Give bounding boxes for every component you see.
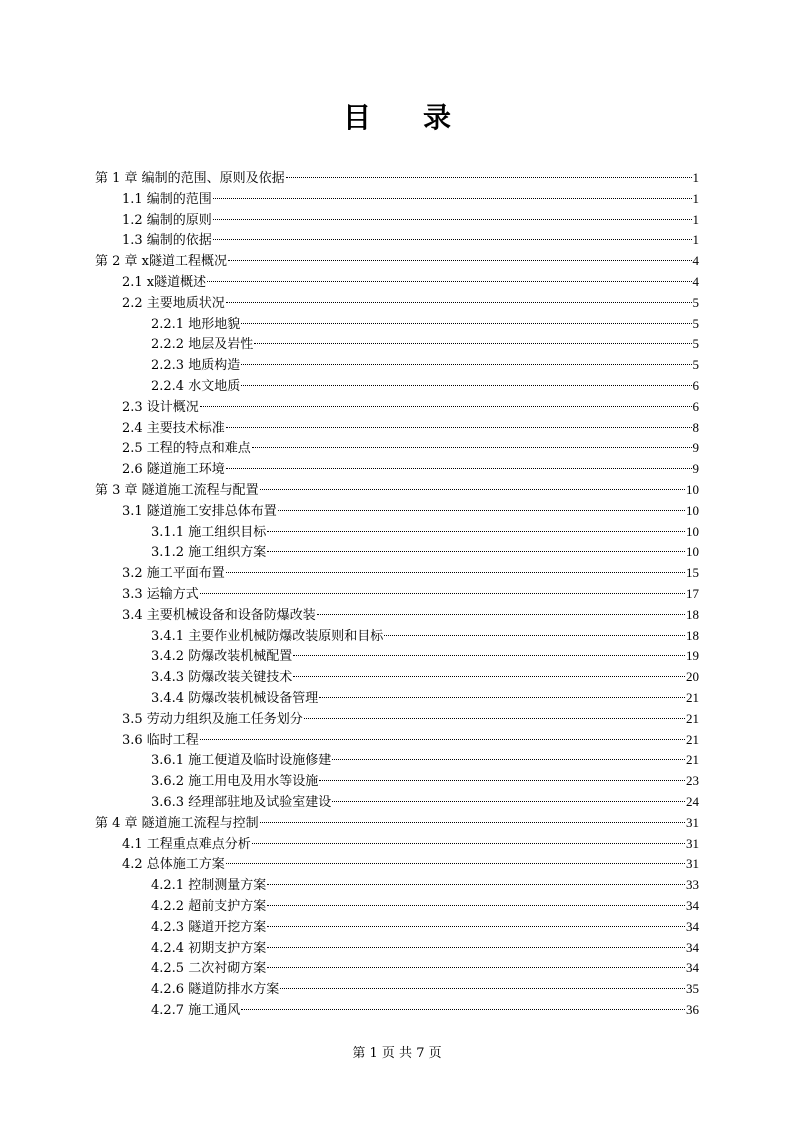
- toc-entry-label: 2.2.1 地形地貌: [151, 316, 241, 332]
- toc-entry[interactable]: [95, 251, 699, 271]
- toc-entry-label: 1.1 编制的范围: [122, 191, 212, 207]
- toc-entry[interactable]: [151, 979, 699, 999]
- toc-entry-page-number: 21: [686, 710, 699, 726]
- toc-entry-page-number: 34: [686, 918, 699, 934]
- toc-entry[interactable]: [122, 438, 699, 458]
- toc-entry[interactable]: [122, 584, 699, 604]
- toc-entry-label: 3.2 施工平面布置: [122, 566, 225, 582]
- toc-entry-label: 第 2 章 x隧道工程概况: [95, 254, 227, 270]
- toc-entry-label: 3.6 临时工程: [122, 732, 199, 748]
- toc-entry-label: 2.2.2 地层及岩性: [151, 337, 254, 353]
- dot-leader: [317, 614, 685, 615]
- title-char-2: 录: [423, 101, 452, 134]
- toc-entry-label: 3.1 隧道施工安排总体布置: [122, 503, 277, 519]
- toc-entry-page-number: 31: [686, 856, 699, 872]
- dot-leader: [267, 967, 685, 968]
- toc-entry[interactable]: [151, 667, 699, 687]
- toc-entry-page-number: 4: [692, 274, 699, 289]
- dot-leader: [267, 947, 685, 948]
- toc-entry-page-number: 10: [686, 502, 699, 518]
- toc-entry[interactable]: [122, 230, 699, 250]
- dot-leader: [254, 343, 691, 344]
- dot-leader: [293, 655, 685, 656]
- toc-entry-label: 3.5 劳动力组织及施工任务划分: [122, 711, 303, 727]
- toc-entry-page-number: 5: [692, 294, 699, 310]
- toc-entry-page-number: 10: [686, 523, 699, 539]
- toc-entry[interactable]: [151, 334, 699, 354]
- toc-entry-label: 3.1.2 施工组织方案: [151, 545, 267, 561]
- toc-entry[interactable]: [122, 709, 699, 729]
- toc-entry[interactable]: [151, 522, 699, 542]
- toc-entry-page-number: 1: [692, 170, 699, 185]
- toc-entry-label: 3.4.3 防爆改装关键技术: [151, 670, 293, 686]
- toc-entry-page-number: 10: [686, 544, 699, 560]
- dot-leader: [267, 551, 685, 552]
- toc-entry[interactable]: [95, 813, 699, 833]
- dot-leader: [332, 759, 685, 760]
- toc-entry-page-number: 31: [686, 814, 699, 830]
- toc-entry[interactable]: [122, 501, 699, 521]
- toc-entry-label: 4.2 总体施工方案: [122, 857, 225, 873]
- toc-entry-label: 1.3 编制的依据: [122, 233, 212, 249]
- toc-entry-page-number: 31: [686, 835, 699, 851]
- toc-entry-page-number: 24: [686, 794, 699, 809]
- toc-entry[interactable]: [151, 542, 699, 562]
- dot-leader: [319, 780, 685, 781]
- toc-entry-label: 4.2.5 二次衬砌方案: [151, 961, 267, 977]
- dot-leader: [267, 531, 685, 532]
- toc-entry[interactable]: [151, 1000, 699, 1020]
- toc-entry-label: 4.2.3 隧道开挖方案: [151, 919, 267, 935]
- toc-entry-label: 2.3 设计概况: [122, 399, 199, 415]
- toc-entry[interactable]: [151, 875, 699, 895]
- dot-leader: [286, 177, 692, 178]
- dot-leader: [213, 239, 692, 240]
- toc-entry-page-number: 10: [686, 482, 699, 497]
- toc-entry[interactable]: [151, 917, 699, 937]
- dot-leader: [200, 406, 692, 407]
- toc-entry[interactable]: [151, 958, 699, 978]
- toc-entry[interactable]: [122, 854, 699, 874]
- dot-leader: [384, 635, 685, 636]
- toc-entry-label: 2.4 主要技术标准: [122, 420, 225, 436]
- toc-entry-page-number: 8: [692, 419, 699, 435]
- toc-entry-label: 第 3 章 隧道施工流程与配置: [95, 483, 259, 498]
- toc-entry-label: 4.2.2 超前支护方案: [151, 899, 267, 914]
- toc-entry-label: 4.2.7 施工通风: [151, 1003, 241, 1018]
- toc-entry[interactable]: [151, 792, 699, 812]
- toc-entry-label: 3.4.4 防爆改装机械设备管理: [151, 691, 319, 706]
- toc-entry[interactable]: [122, 210, 699, 230]
- toc-entry-label: 3.6.1 施工便道及临时设施修建: [151, 753, 332, 769]
- toc-entry-page-number: 5: [692, 336, 699, 352]
- toc-entry-label: 第 1 章 编制的范围、原则及依据: [95, 171, 285, 186]
- toc-entry-label: 2.2.4 水文地质: [151, 379, 241, 394]
- toc-entry-page-number: 5: [692, 315, 699, 331]
- toc-entry-label: 3.1.1 施工组织目标: [151, 524, 267, 540]
- dot-leader: [319, 697, 685, 698]
- toc-entry[interactable]: [151, 938, 699, 958]
- toc-entry[interactable]: [122, 397, 699, 417]
- toc-entry-label: 第 4 章 隧道施工流程与控制: [95, 815, 259, 831]
- dot-leader: [226, 468, 692, 469]
- dot-leader: [267, 884, 685, 885]
- dot-leader: [241, 1009, 685, 1010]
- toc-entry-page-number: 15: [686, 565, 699, 581]
- toc-entry-page-number: 21: [686, 731, 699, 747]
- toc-entry-label: 2.6 隧道施工环境: [122, 462, 225, 478]
- dot-leader: [267, 926, 685, 927]
- toc-entry[interactable]: [122, 459, 699, 479]
- toc-entry[interactable]: [122, 730, 699, 750]
- toc-entry-page-number: 20: [686, 669, 699, 685]
- dot-leader: [226, 427, 692, 428]
- page-footer: 第 1 页 共 7 页: [352, 1046, 442, 1061]
- toc-entry-label: 2.1 x隧道概述: [122, 275, 207, 290]
- dot-leader: [252, 447, 692, 448]
- toc-entry-page-number: 1: [692, 211, 699, 227]
- toc-entry-label: 4.2.6 隧道防排水方案: [151, 982, 280, 998]
- dot-leader: [213, 219, 692, 220]
- toc-entry[interactable]: [151, 646, 699, 666]
- toc-entry-page-number: 1: [692, 190, 699, 206]
- toc-entry-page-number: 23: [686, 773, 699, 789]
- toc-entry-page-number: 34: [686, 939, 699, 955]
- toc-entry-label: 4.1 工程重点难点分析: [122, 836, 251, 852]
- toc-entry-page-number: 4: [692, 253, 699, 269]
- dot-leader: [260, 489, 685, 490]
- dot-leader: [260, 822, 685, 823]
- toc-entry-page-number: 17: [686, 586, 699, 601]
- dot-leader: [267, 905, 685, 906]
- toc-entry-page-number: 9: [692, 461, 699, 477]
- toc-entry-label: 2.5 工程的特点和难点: [122, 441, 251, 457]
- toc-entry[interactable]: [95, 480, 699, 500]
- dot-leader: [332, 801, 685, 802]
- toc-entry-label: 2.2.3 地质构造: [151, 358, 241, 374]
- dot-leader: [278, 510, 685, 511]
- toc-entry[interactable]: [151, 688, 699, 708]
- title-char-1: 目: [342, 101, 371, 134]
- toc-entry-label: 2.2 主要地质状况: [122, 295, 225, 311]
- dot-leader: [213, 198, 692, 199]
- toc-entry[interactable]: [151, 355, 699, 375]
- toc-entry-page-number: 21: [686, 752, 699, 768]
- dot-leader: [241, 323, 691, 324]
- toc-entry-page-number: 36: [686, 1002, 699, 1017]
- dot-leader: [280, 988, 685, 989]
- toc-entry[interactable]: [151, 376, 699, 396]
- toc-entry[interactable]: [151, 626, 699, 646]
- toc-entry-page-number: 18: [686, 606, 699, 622]
- toc-entry-page-number: 19: [686, 648, 699, 664]
- page-title: [0, 96, 794, 136]
- toc-entry-label: 4.2.1 控制测量方案: [151, 878, 267, 894]
- toc-entry[interactable]: [151, 771, 699, 791]
- dot-leader: [226, 572, 685, 573]
- dot-leader: [293, 676, 685, 677]
- toc-entry[interactable]: [122, 563, 699, 583]
- toc-entry[interactable]: [151, 314, 699, 334]
- toc-entry-label: 3.4.1 主要作业机械防爆改装原则和目标: [151, 628, 384, 644]
- toc-entry-page-number: 9: [692, 440, 699, 456]
- toc-entry[interactable]: [122, 272, 699, 292]
- toc-entry[interactable]: [151, 896, 699, 916]
- toc-entry[interactable]: [122, 605, 699, 625]
- toc-entry-label: 3.6.2 施工用电及用水等设施: [151, 774, 319, 790]
- toc-entry[interactable]: [122, 418, 699, 438]
- dot-leader: [200, 739, 685, 740]
- dot-leader: [252, 843, 685, 844]
- toc-entry-page-number: 35: [686, 981, 699, 997]
- dot-leader: [207, 281, 691, 282]
- toc-entry-page-number: 5: [692, 357, 699, 373]
- toc-entry-page-number: 6: [692, 378, 699, 393]
- toc-entry[interactable]: [95, 168, 699, 188]
- dot-leader: [304, 718, 685, 719]
- toc-entry-label: 3.4.2 防爆改装机械配置: [151, 649, 293, 665]
- toc-entry-label: 3.4 主要机械设备和设备防爆改装: [122, 607, 316, 623]
- toc-entry-page-number: 34: [686, 898, 699, 913]
- dot-leader: [226, 302, 692, 303]
- dot-leader: [241, 385, 691, 386]
- toc-entry-label: 4.2.4 初期支护方案: [151, 940, 267, 956]
- toc-entry-page-number: 6: [692, 398, 699, 414]
- dot-leader: [241, 364, 691, 365]
- toc-entry-label: 3.3 运输方式: [122, 587, 199, 602]
- toc-entry-page-number: 18: [686, 627, 699, 643]
- dot-leader: [228, 260, 692, 261]
- toc-entry[interactable]: [151, 750, 699, 770]
- dot-leader: [226, 863, 685, 864]
- dot-leader: [200, 593, 685, 594]
- toc-entry-page-number: 34: [686, 960, 699, 976]
- toc-entry[interactable]: [122, 834, 699, 854]
- toc-entry-label: 1.2 编制的原则: [122, 212, 212, 228]
- toc-entry-label: 3.6.3 经理部驻地及试验室建设: [151, 795, 332, 810]
- toc-entry[interactable]: [122, 293, 699, 313]
- toc-entry-page-number: 33: [686, 877, 699, 893]
- toc-entry[interactable]: [122, 189, 699, 209]
- toc-entry-page-number: 1: [692, 232, 699, 248]
- toc-entry-page-number: 21: [686, 690, 699, 705]
